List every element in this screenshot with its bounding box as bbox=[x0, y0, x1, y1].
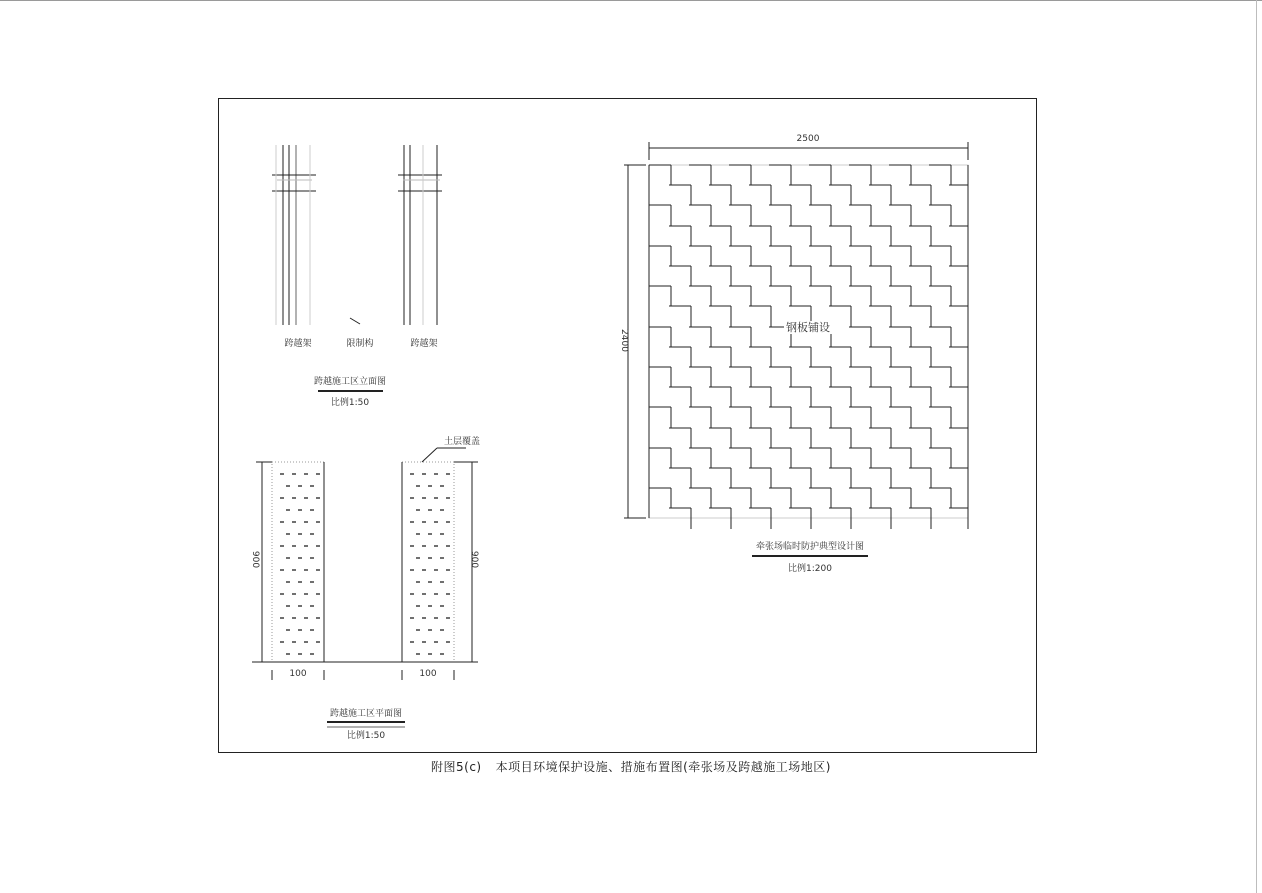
plan-dim-height-right: 900 bbox=[469, 550, 480, 569]
plan-view bbox=[252, 448, 478, 727]
elevation-label-left: 跨越架 bbox=[284, 339, 312, 349]
plate-dim-height: 2400 bbox=[618, 329, 629, 352]
plate-scale: 比例1:200 bbox=[788, 564, 832, 574]
steel-plate-view bbox=[624, 142, 968, 556]
figure-caption bbox=[0, 758, 1262, 775]
plan-hatch bbox=[280, 474, 450, 654]
plan-dim-width-left: 100 bbox=[289, 669, 307, 679]
elevation-label-middle: 限制构 bbox=[346, 339, 374, 349]
figure-number: 附图5(c) bbox=[431, 760, 482, 774]
plate-center-label: 钢板铺设 bbox=[786, 321, 830, 334]
elevation-scale: 比例1:50 bbox=[330, 398, 370, 408]
plan-dim-height-left: 900 bbox=[250, 550, 261, 569]
plan-scale: 比例1:50 bbox=[346, 731, 386, 741]
plan-annotation: 土层覆盖 bbox=[444, 437, 481, 447]
steel-plate-grid bbox=[649, 165, 968, 529]
plan-dim-width-right: 100 bbox=[419, 669, 437, 679]
plan-title: 跨越施工区平面图 bbox=[329, 709, 403, 719]
elevation-view bbox=[272, 145, 442, 391]
elevation-title: 跨越施工区立面图 bbox=[313, 377, 387, 387]
elevation-label-right: 跨越架 bbox=[410, 339, 438, 349]
plate-title: 牵张场临时防护典型设计图 bbox=[755, 542, 865, 552]
plate-dim-width: 2500 bbox=[796, 134, 820, 144]
figure-caption-text: 本项目环境保护设施、措施布置图(牵张场及跨越施工场地区) bbox=[495, 760, 831, 774]
